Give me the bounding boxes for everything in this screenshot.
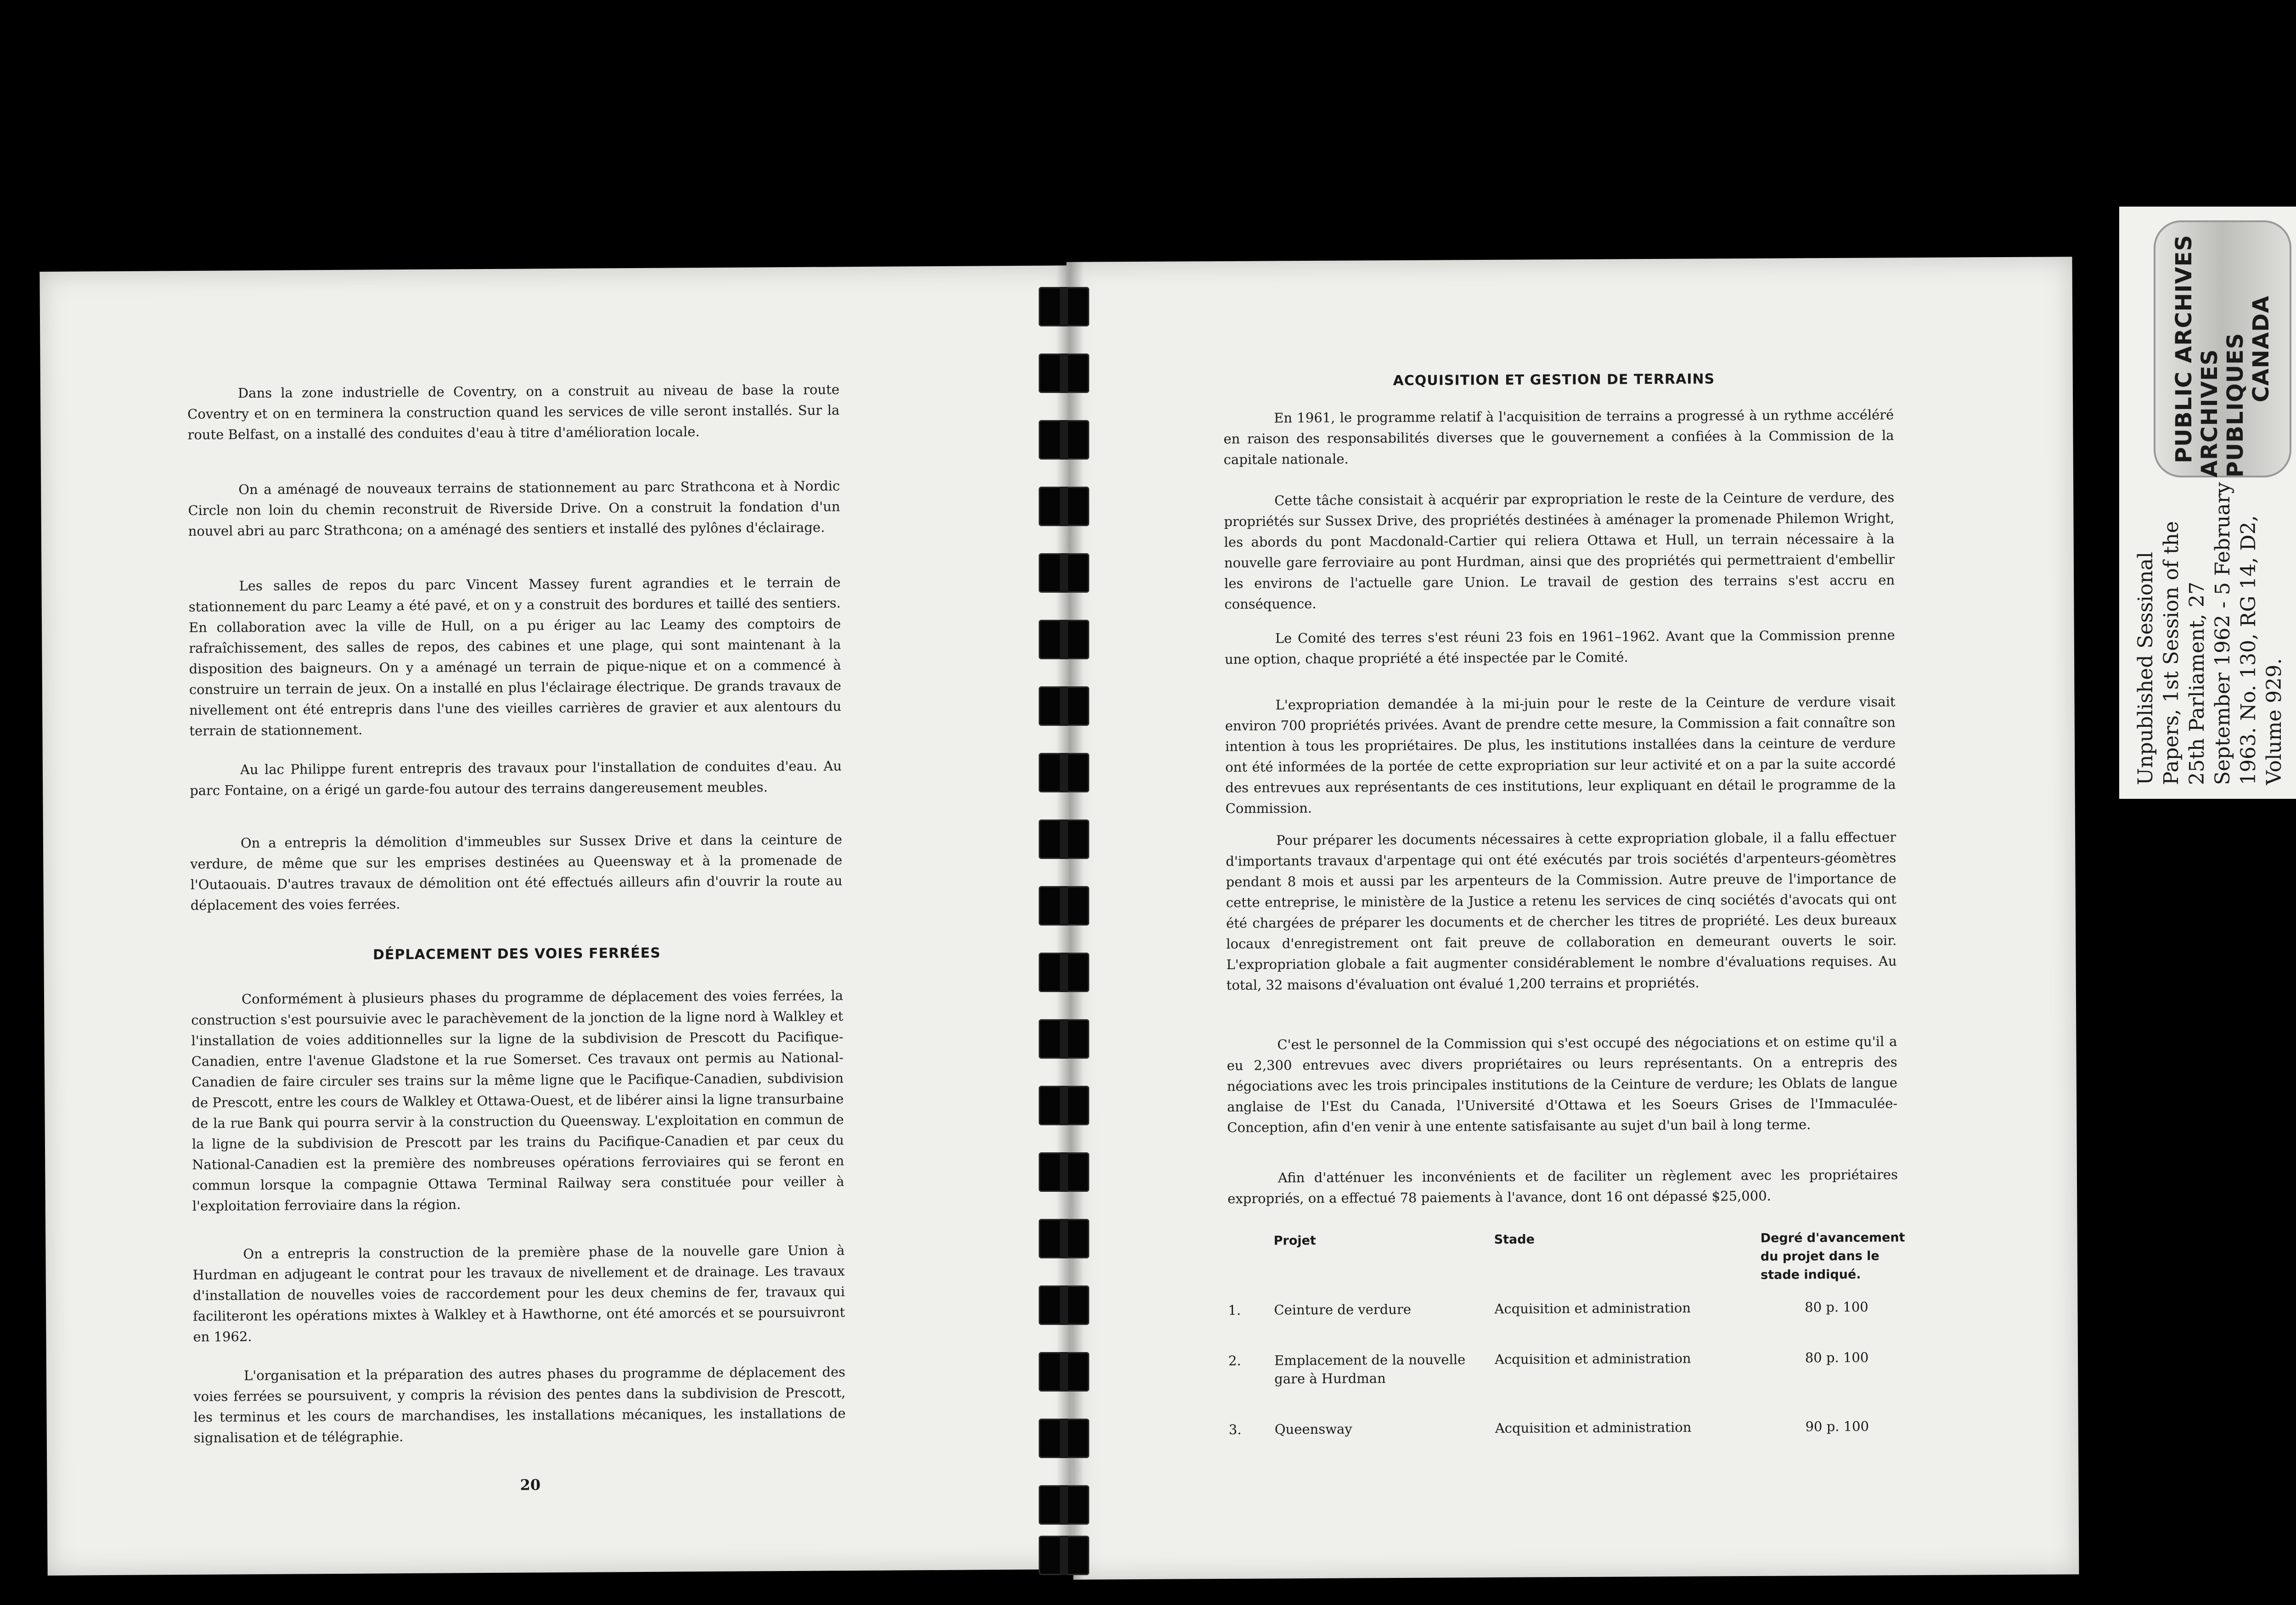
- left-paragraph-7: On a entrepris la construction de la première phase de la nouvelle gare Union à Hurdman en adjugeant le contrat pour les travaux de nivellement et de drainage. Les travaux d'installation de nouvelles voies de raccordement pour les deux chemins de fer, travaux qui faciliteront les opérations mixtes à Walkley et à Hawthorne, ont été amorcés et se poursuivront en 1962.: [192, 1242, 845, 1345]
- seal-line: CANADA: [2248, 295, 2274, 403]
- right-paragraph-6: C'est le personnel de la Commission qui s'est occupé des négociations et on estime qu'il a eu 2,300 entrevues avec divers propriétaires ou leurs représentants. On a entrepris des négociations avec les trois principales institutions de la Ceinture de verdure; les Oblats de langue anglaise de l'Est du Canada, l'Université d'Ottawa et les Soeurs Grises de l'Immaculée-Conception, afin d'en venir à une entente satisfaisante au sujet d'un bail à long terme.: [1227, 1033, 1898, 1135]
- binding-coil: [1039, 1219, 1089, 1258]
- left-paragraph-1: Dans la zone industrielle de Coventry, on a construit au niveau de base la route Coventry et on en terminera la construction quand les services de ville seront installés. Sur la route Belfast, on a installé des conduites d'eau à titre d'amélioration locale.: [187, 382, 840, 443]
- progress-table: [1228, 1229, 1923, 1471]
- seal-line: ARCHIVES PUBLIQUES: [2197, 332, 2248, 477]
- table-row: [1229, 1417, 1923, 1471]
- binding-coil: [1039, 1485, 1089, 1525]
- row-project: Ceinture de verdure: [1274, 1301, 1412, 1318]
- left-paragraph-4: Au lac Philippe furent entrepris des travaux pour l'installation de conduites d'eau. Au parc Fontaine, on a érigé un garde-fou autour des terrains dangereusement meubles.: [190, 758, 842, 798]
- right-paragraph-3: Le Comité des terres s'est réuni 23 fois en 1961–1962. Avant que la Commission prenne une option, chaque propriété a été inspectée par le Comité.: [1224, 627, 1895, 667]
- binding-coil: [1039, 686, 1089, 726]
- binding-coil: [1039, 886, 1089, 926]
- row-progress: 80 p. 100: [1805, 1349, 1869, 1366]
- binding-coil: [1039, 487, 1089, 526]
- row-progress: 90 p. 100: [1805, 1418, 1869, 1435]
- row-stage: Acquisition et administration: [1494, 1300, 1691, 1317]
- row-progress: 80 p. 100: [1805, 1299, 1868, 1315]
- row-number: 1.: [1228, 1302, 1241, 1318]
- archive-card-content: [2119, 207, 2296, 799]
- archive-reference-card: [2119, 207, 2296, 799]
- header-progress: Degré d'avancement du projet dans le stade indiqué.: [1760, 1230, 1905, 1282]
- progress-table-header: [1228, 1229, 1922, 1301]
- left-paragraph-5: On a entrepris la démolition d'immeubles sur Sussex Drive et dans la ceinture de verdure, de même que sur les emprises destinées au Queensway et à la promenade de l'Outaouais. D'autres travaux de démolition ont été effectués ailleurs afin d'ouvrir la route au déplacement des voies ferrées.: [190, 831, 843, 913]
- binding-coil: [1039, 1086, 1089, 1125]
- page-number: 20: [520, 1476, 541, 1494]
- header-project: Projet: [1273, 1233, 1316, 1248]
- binding-coil: [1039, 819, 1089, 859]
- binding-coil: [1039, 953, 1089, 992]
- left-paragraph-6: Conformément à plusieurs phases du programme de déplacement des voies ferrées, la construction s'est poursuivie avec le parachèvement de la jonction de la ligne nord à Walkley et l'installation de voies additionnelles sur la ligne de la subdivision de Prescott du Pacifique-Canadien, entre l'avenue Gladstone et la rue Somerset. Ces travaux ont permis au National-Canadien de faire circuler ses trains sur la même ligne que le Pacifique-Canadien, subdivision de Prescott, entre les cours de Walkley et Ottawa-Ouest, et de libérer ainsi la ligne transurbaine de la rue Bank qui pourra servir à la construction du Queensway. L'exploitation en commun de la ligne de la subdivision de Prescott par les trains du Pacifique-Canadien et par ceux du National-Canadien est la première des nombreuses opérations ferroviaires qui se feront en commun lorsque la compagnie Ottawa Terminal Railway sera constituée pour veiller à l'exploitation ferroviaire dans la région.: [191, 988, 844, 1214]
- binding-coil: [1039, 354, 1089, 393]
- left-page: [39, 265, 1080, 1576]
- row-number: 2.: [1228, 1352, 1241, 1369]
- right-paragraph-7: Afin d'atténuer les inconvénients et de faciliter un règlement avec les propriétaires expropriés, on a effectué 78 paiements à l'avance, dont 16 ont dépassé $25,000.: [1227, 1167, 1898, 1207]
- binding-coil: [1039, 1419, 1089, 1458]
- right-section-heading: ACQUISITION ET GESTION DE TERRAINS: [1393, 371, 1715, 389]
- left-section-heading: DÉPLACEMENT DES VOIES FERRÉES: [372, 945, 661, 963]
- binding-coil: [1039, 420, 1089, 460]
- binding-coil: [1039, 553, 1089, 593]
- left-paragraph-8: L'organisation et la préparation des autres phases du programme de déplacement des voies ferrées se poursuivent, y compris la révision des pentes dans la subdivision de Prescott, les terminus et les cours de marchandises, les installations mécaniques, les installations de signalisation et de télégraphie.: [193, 1364, 846, 1446]
- right-page: [1067, 257, 2079, 1579]
- header-stage: Stade: [1494, 1232, 1535, 1247]
- right-paragraph-1: En 1961, le programme relatif à l'acquisition de terrains a progressé à un rythme accéléré en raison des responsabilités diverses que le gouvernement a confiées à la Commission de la capitale nationale.: [1223, 407, 1894, 467]
- binding-coil: [1039, 1019, 1089, 1059]
- row-project: Emplacement de la nouvelle gare à Hurdman: [1274, 1352, 1466, 1387]
- table-row: [1228, 1297, 1922, 1352]
- table-row: [1228, 1348, 1922, 1420]
- right-paragraph-4: L'expropriation demandée à la mi-juin pour le reste de la Ceinture de verdure visait environ 700 propriétés privées. Avant de prendre cette mesure, la Commission a fait connaître son intention à tous les propriétaires. De plus, les institutions installées dans la ceinture de verdure ont été informées de la portée de cette expropriation sur leur activité et on a par la suite accordé des entrevues aux représentants de ces institutions, leur expliquant en détail le programme de la Commission.: [1225, 694, 1896, 816]
- binding-coil: [1039, 1536, 1089, 1575]
- row-stage: Acquisition et administration: [1494, 1350, 1691, 1367]
- archive-seal: [2154, 220, 2291, 477]
- binding-coil: [1039, 753, 1089, 792]
- right-paragraph-2: Cette tâche consistait à acquérir par expropriation le reste de la Ceinture de verdure, des propriétés sur Sussex Drive, des propriétés destinées à aménager la promenade Philemon Wright, les abords du pont Macdonald-Cartier qui reliera Ottawa et Hull, un terrain nécessaire à la nouvelle gare ferroviaire au pont Hurdman, ainsi que des propriétés qui permettraient d'embellir les environs de l'actuelle gare Union. Le travail de gestion des terrains s'est accru en conséquence.: [1224, 489, 1895, 612]
- row-number: 3.: [1228, 1421, 1242, 1437]
- left-paragraph-2: On a aménagé de nouveaux terrains de stationnement au parc Strathcona et à Nordic Circle non loin du chemin reconstruit de Riverside Drive. On a construit la fondation d'un nouvel abri au parc Strathcona; on a aménagé des sentiers et installé des pylônes d'éclairage.: [188, 478, 840, 539]
- left-paragraph-3: Les salles de repos du parc Vincent Massey furent agrandies et le terrain de stationnement du parc Leamy a été pavé, et on y a construit des bordures et taillé des sentiers. En collaboration avec la ville de Hull, on a pu ériger au lac Leamy des comptoirs de rafraîchissement, des salles de repos, des cabines et une plage, qui sont maintenant à la disposition des baigneurs. On y a aménagé un terrain de pique-nique et on a commencé à construire un terrain de jeux. On a installé en plus l'éclairage électrique. De grands travaux de nivellement ont été entrepris dans l'une des vieilles carrières de gravier et aux alentours du terrain de stationnement.: [188, 574, 842, 739]
- archive-citation: Unpublished Sessional Papers, 1st Session of the 25th Parliament, 27 September 1962 - 5 February 1963. No. 130, RG 14, D2, Volume 929.: [2134, 482, 2286, 785]
- binding-coil: [1039, 287, 1089, 326]
- binding-coil: [1039, 1285, 1089, 1325]
- binding-coil: [1039, 1352, 1089, 1392]
- row-project: Queensway: [1274, 1421, 1352, 1437]
- binding-coil: [1039, 620, 1089, 659]
- seal-line: PUBLIC ARCHIVES: [2171, 235, 2197, 463]
- row-stage: Acquisition et administration: [1495, 1419, 1692, 1436]
- binding-coil: [1039, 1152, 1089, 1192]
- right-paragraph-5: Pour préparer les documents nécessaires à cette expropriation globale, il a fallu effectuer d'importants travaux d'arpentage qui ont été exécutés par trois sociétés d'arpenteurs-géomètres pendant 8 mois et aussi par les arpenteurs de la Commission. Autre preuve de l'importance de cette entreprise, le ministère de la Justice a retenu les services de cinq sociétés d'avocats qui ont été chargées de préparer les documents et de chercher les titres de propriété. Les deux bureaux locaux d'enregistrement ont fait preuve de collaboration en demeurant ouverts le soir. L'expropriation globale a fait augmenter considérablement le nombre d'évaluations requises. Au total, 32 maisons d'évaluation ont évalué 1,200 terrains et propriétés.: [1226, 829, 1897, 993]
- spiral-binding: [1039, 287, 1089, 1577]
